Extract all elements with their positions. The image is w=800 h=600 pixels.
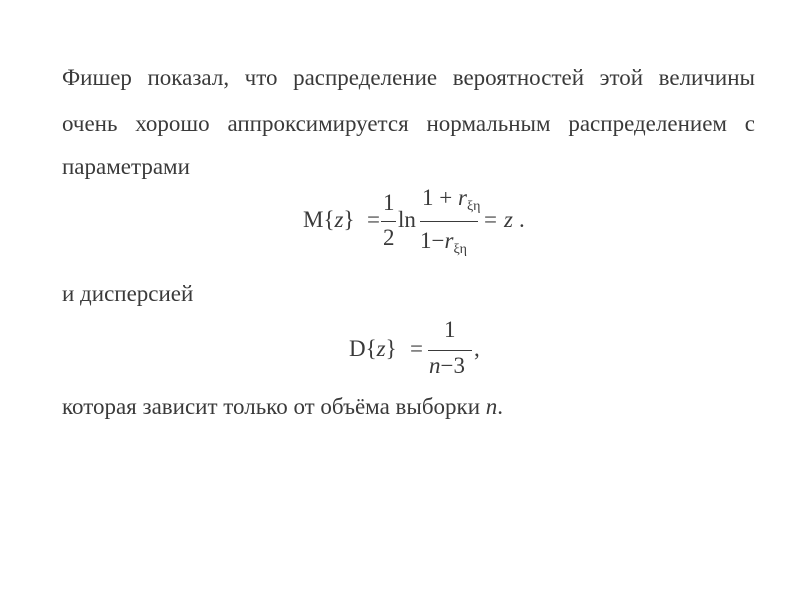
dispersion-equals: = (410, 336, 423, 361)
conclusion-end-punctuation: . (497, 394, 504, 419)
dispersion-variable: z (376, 336, 386, 361)
ratio-denominator-one: 1 (420, 228, 432, 253)
mean-lhs (303, 207, 355, 233)
ratio-denominator (420, 228, 467, 257)
dispersion-denominator-minus: − (440, 353, 454, 378)
dispersion-denominator-n: n (429, 353, 441, 378)
ratio-denominator-r: r (444, 228, 454, 253)
mean-variable: z (334, 207, 344, 232)
dispersion-left-brace: { (365, 336, 377, 361)
mean-equals-2: = (484, 207, 497, 232)
half-denominator: 2 (383, 225, 395, 250)
conclusion-text: которая зависит только от объёма выборки (62, 394, 481, 419)
ratio-numerator-r: r (457, 185, 467, 210)
ln-operator: ln (398, 207, 416, 232)
conclusion-line (62, 393, 503, 421)
mean-rhs-variable: z (504, 207, 513, 232)
paragraph-line-1: Фишер показал, что распределение вероятностей этой величины (62, 65, 755, 90)
ratio-numerator-plus: + (439, 185, 453, 210)
paragraph-line-2: очень хорошо аппроксимируется нормальным распределением с (62, 111, 755, 136)
ratio-numerator-one: 1 (422, 185, 434, 210)
dispersion-denominator-three: 3 (453, 353, 465, 378)
ratio-denominator-subscript: ξη (453, 242, 467, 257)
dispersion-lhs (349, 336, 397, 362)
dispersion-denominator (429, 353, 465, 379)
mean-left-brace: { (323, 207, 335, 232)
mean-operator: M (303, 207, 324, 232)
ratio-numerator-subscript: ξη (466, 199, 481, 214)
dispersion-right-brace: } (385, 336, 397, 361)
mean-end-punctuation: . (519, 207, 525, 232)
ratio-numerator (422, 185, 481, 214)
ratio-denominator-minus: − (431, 228, 445, 253)
dispersion-intro-text: и дисперсией (62, 281, 194, 306)
mean-equals-1: = (367, 207, 380, 232)
dispersion-numerator: 1 (444, 317, 456, 342)
dispersion-operator: D (349, 336, 366, 361)
dispersion-fraction-bar (428, 350, 472, 351)
ratio-fraction-bar (420, 221, 478, 222)
paragraph-line-3: параметрами (62, 154, 190, 179)
dispersion-end-punctuation: , (474, 336, 480, 361)
half-numerator: 1 (383, 190, 395, 215)
half-fraction-bar (381, 221, 396, 222)
mean-right-brace: } (343, 207, 355, 232)
conclusion-variable: n (485, 394, 498, 419)
